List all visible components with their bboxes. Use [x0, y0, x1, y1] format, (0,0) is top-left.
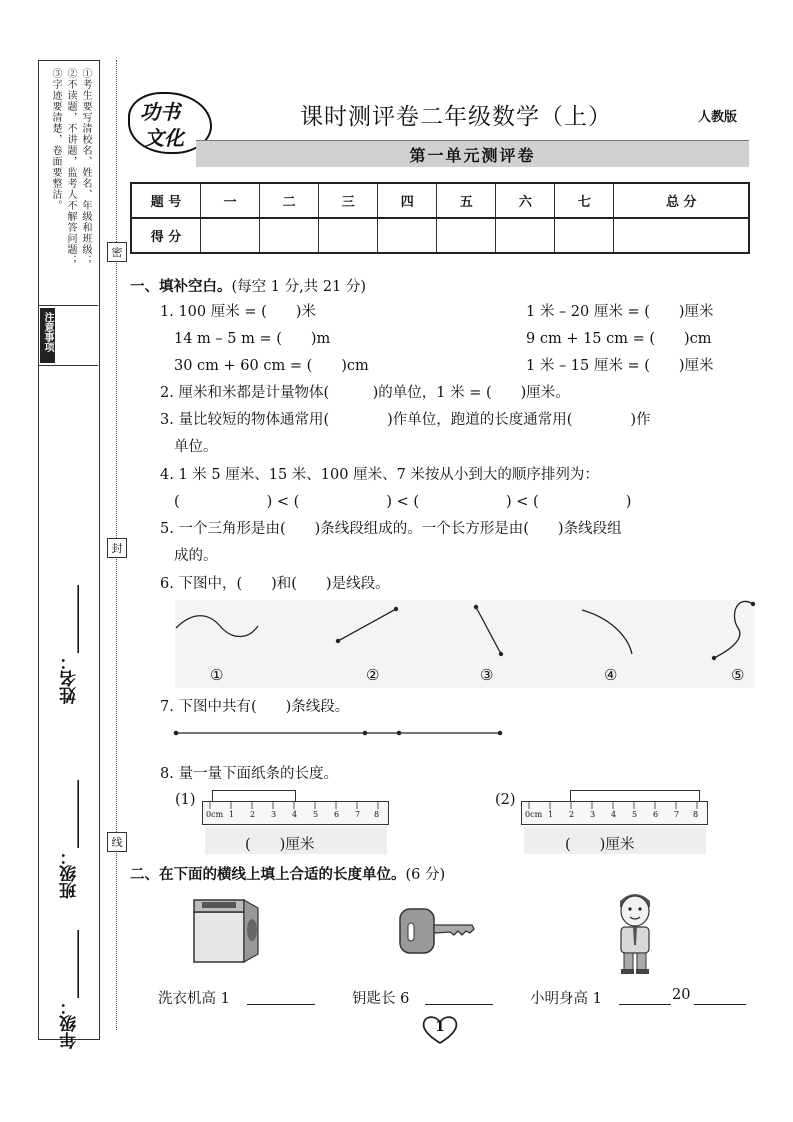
score-header: 七: [555, 183, 614, 218]
boy-xiaoming-icon: [606, 887, 664, 977]
q7: 7. 下图中共有( )条线段。: [160, 699, 350, 715]
score-cell[interactable]: [437, 218, 496, 253]
curve-1: [176, 616, 258, 637]
q6-label-5: ⑤: [731, 666, 745, 684]
blank-washing-machine[interactable]: [247, 1004, 315, 1005]
q6: 6. 下图中，( )和( )是线段。: [160, 576, 390, 592]
seal-tag-mi: 密: [107, 242, 127, 262]
q6-lines-figure: [170, 596, 760, 692]
score-header: 总 分: [614, 183, 749, 218]
score-header: 六: [496, 183, 555, 218]
student-grade-field[interactable]: 年级：________: [60, 930, 80, 1049]
item-xiaoming: 小明身高 1: [530, 991, 602, 1007]
score-cell[interactable]: [496, 218, 555, 253]
seal-tag-feng: 封: [107, 538, 127, 558]
edition-label: 人教版: [698, 110, 738, 125]
q1-a: 1. 100 厘米 = ( )米: [160, 304, 316, 320]
q5-line-2: 成的。: [174, 548, 218, 564]
q1-b: 1 米 – 20 厘米 = ( )厘米: [526, 304, 714, 320]
score-cell[interactable]: [614, 218, 749, 253]
q8-answer-1[interactable]: ( )厘米: [245, 837, 315, 853]
key-icon: [398, 905, 478, 957]
score-cell[interactable]: [555, 218, 614, 253]
student-class-field[interactable]: 班级：________: [60, 780, 80, 899]
item-xiaoming-20: 20: [672, 987, 691, 1003]
page-number: 1: [435, 1019, 445, 1035]
q2: 2. 厘米和米都是计量物体( )的单位，1 米 = ( )厘米。: [160, 385, 570, 401]
q8: 8. 量一量下面纸条的长度。: [160, 766, 338, 782]
section-1-heading: 一、填补空白。(每空 1 分,共 21 分): [130, 278, 367, 295]
q1-f: 1 米 – 15 厘米 = ( )厘米: [526, 358, 714, 374]
notice-line-1: ①考生要写清校名、姓名、年级和班级；: [80, 68, 91, 266]
q6-label-3: ③: [480, 666, 494, 684]
q4-line-1: 4. 1 米 5 厘米、15 米、100 厘米、7 米按从小到大的顺序排列为：: [160, 467, 599, 483]
score-row-label: 得 分: [131, 218, 201, 253]
item-washing-machine: 洗衣机高 1: [158, 991, 230, 1007]
score-cell[interactable]: [260, 218, 319, 253]
seal-tag-xian: 线: [107, 832, 127, 852]
q6-label-1: ①: [210, 666, 224, 684]
washing-machine-icon: [188, 896, 268, 968]
q1-e: 30 cm + 60 cm = ( )cm: [174, 358, 369, 374]
publisher-logo: 功书 文化: [128, 92, 212, 154]
section-2-heading: 二、在下面的横线上填上合适的长度单位。(6 分): [130, 866, 446, 883]
q8-answer-2[interactable]: ( )厘米: [565, 837, 635, 853]
q3-line-2: 单位。: [174, 439, 218, 455]
student-name-field[interactable]: 姓名：________: [60, 585, 80, 704]
notice-title: 注意事项: [42, 312, 53, 352]
q1-d: 9 cm + 15 cm = ( )cm: [526, 331, 712, 347]
segment-2: [338, 609, 396, 641]
score-header: 题 号: [131, 183, 201, 218]
notice-line-2: ②不读题，不讲题，监考人不解答问题；: [65, 68, 76, 266]
item-key: 钥匙长 6: [352, 991, 410, 1007]
q6-label-4: ④: [604, 666, 618, 684]
blank-xiaoming-2[interactable]: [694, 1004, 746, 1005]
blank-key[interactable]: [425, 1004, 493, 1005]
q5-line-1: 5. 一个三角形是由( )条线段组成的。一个长方形是由( )条线段组: [160, 521, 622, 537]
curve-5: [714, 601, 753, 658]
blank-xiaoming-1[interactable]: [619, 1004, 671, 1005]
segment-3: [476, 607, 501, 654]
curve-4: [582, 610, 632, 654]
q8-part-1: (1): [175, 792, 196, 808]
score-header: 三: [319, 183, 378, 218]
score-cell[interactable]: [378, 218, 437, 253]
q4-line-2: ( ) < ( ) < ( ) < ( ): [174, 494, 632, 510]
score-cell[interactable]: [201, 218, 260, 253]
score-header: 一: [201, 183, 260, 218]
score-cell[interactable]: [319, 218, 378, 253]
notice-line-3: ③字迹要清楚，卷面要整洁。: [50, 68, 61, 211]
score-header: 五: [437, 183, 496, 218]
unit-title: 第一单元测评卷: [409, 146, 536, 165]
q3-line-1: 3. 量比较短的物体通常用( )作单位，跑道的长度通常用( )作: [160, 412, 651, 428]
score-table: [130, 182, 750, 254]
score-header: 二: [260, 183, 319, 218]
page-title: 课时测评卷二年级数学（上）: [300, 104, 612, 130]
q6-label-2: ②: [366, 666, 380, 684]
q8-part-2: (2): [495, 792, 516, 808]
q7-segments-figure: [170, 726, 510, 740]
q1-c: 14 m – 5 m = ( )m: [174, 331, 331, 347]
score-header: 四: [378, 183, 437, 218]
